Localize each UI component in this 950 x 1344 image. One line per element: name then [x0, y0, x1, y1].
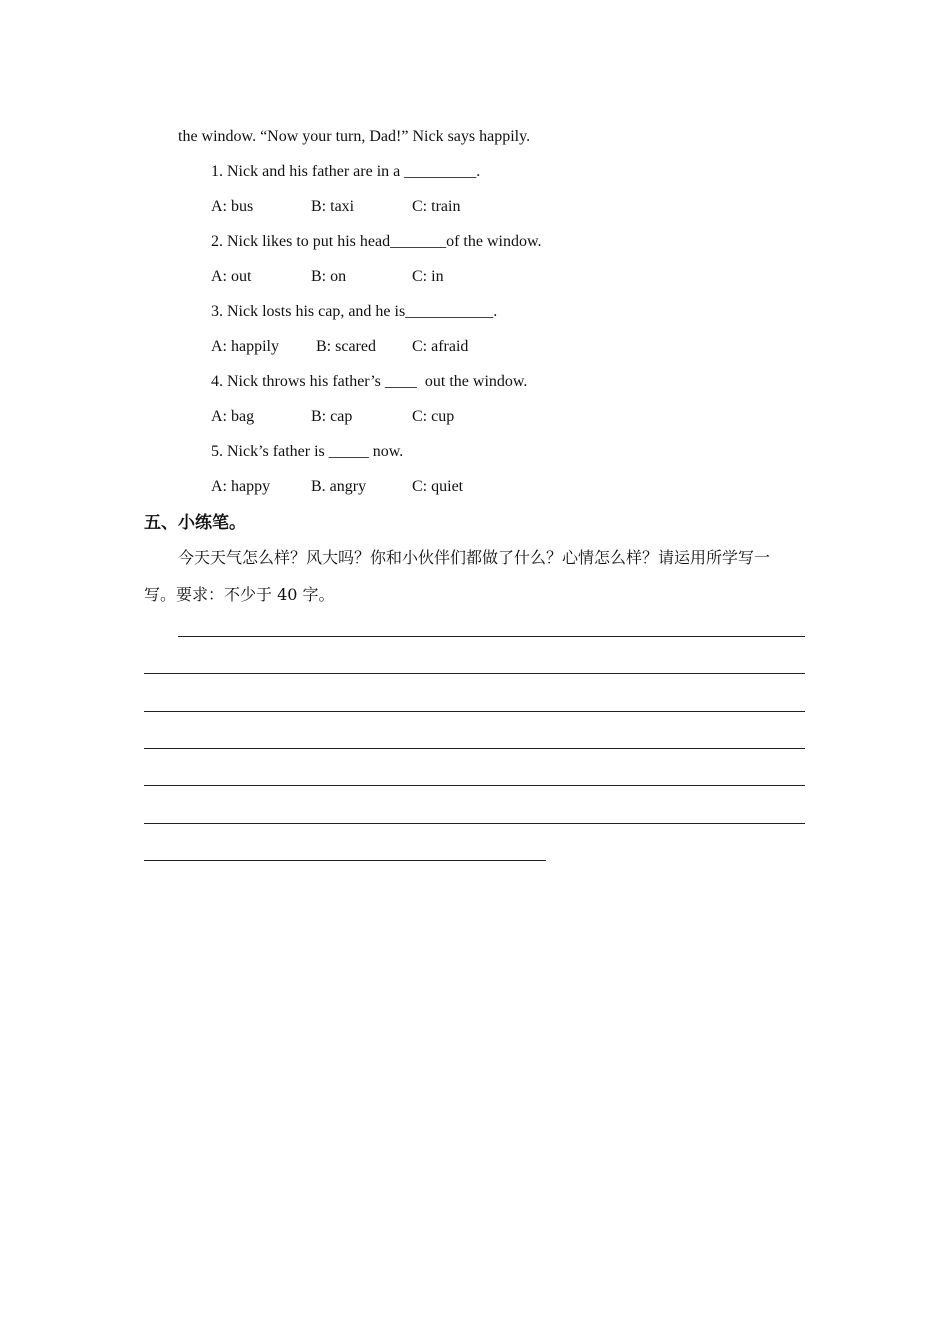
writing-answer-line[interactable] — [144, 823, 805, 824]
question-4-stem: 4. Nick throws his father’s ____ out the window. — [211, 373, 528, 390]
writing-prompt-line-2: 写。要求：不少于 40 字。 — [144, 585, 335, 604]
writing-answer-line[interactable] — [144, 711, 805, 712]
question-3-stem: 3. Nick losts his cap, and he is___________. — [211, 303, 498, 320]
question-2-option-a: A: out — [211, 268, 252, 285]
question-1-option-a: A: bus — [211, 198, 254, 215]
question-4-option-b: B: cap — [311, 408, 353, 425]
writing-answer-line[interactable] — [178, 636, 805, 637]
question-2-option-c: C: in — [412, 268, 444, 285]
question-3-option-a: A: happily — [211, 338, 279, 355]
question-1-option-c: C: train — [412, 198, 461, 215]
question-2-stem: 2. Nick likes to put his head_______of the window. — [211, 233, 542, 250]
question-3-option-c: C: afraid — [412, 338, 469, 355]
writing-answer-line[interactable] — [144, 748, 805, 749]
question-5-option-c: C: quiet — [412, 478, 464, 495]
section-5-heading: 五、小练笔。 — [144, 513, 246, 533]
passage-last-line: the window. “Now your turn, Dad!” Nick says happily. — [178, 128, 531, 145]
question-5-option-b: B. angry — [311, 478, 367, 495]
question-5-stem: 5. Nick’s father is _____ now. — [211, 443, 404, 460]
question-5-option-a: A: happy — [211, 478, 271, 495]
question-4-option-a: A: bag — [211, 408, 255, 425]
question-1-option-b: B: taxi — [311, 198, 355, 215]
writing-answer-line[interactable] — [144, 860, 546, 861]
writing-answer-line[interactable] — [144, 673, 805, 674]
question-4-option-c: C: cup — [412, 408, 455, 425]
question-2-option-b: B: on — [311, 268, 347, 285]
writing-answer-line[interactable] — [144, 785, 805, 786]
question-1-stem: 1. Nick and his father are in a _________. — [211, 163, 481, 180]
writing-prompt-line-1: 今天天气怎么样？风大吗？你和小伙伴们都做了什么？心情怎么样？请运用所学写一 — [178, 548, 771, 567]
question-3-option-b: B: scared — [316, 338, 376, 355]
